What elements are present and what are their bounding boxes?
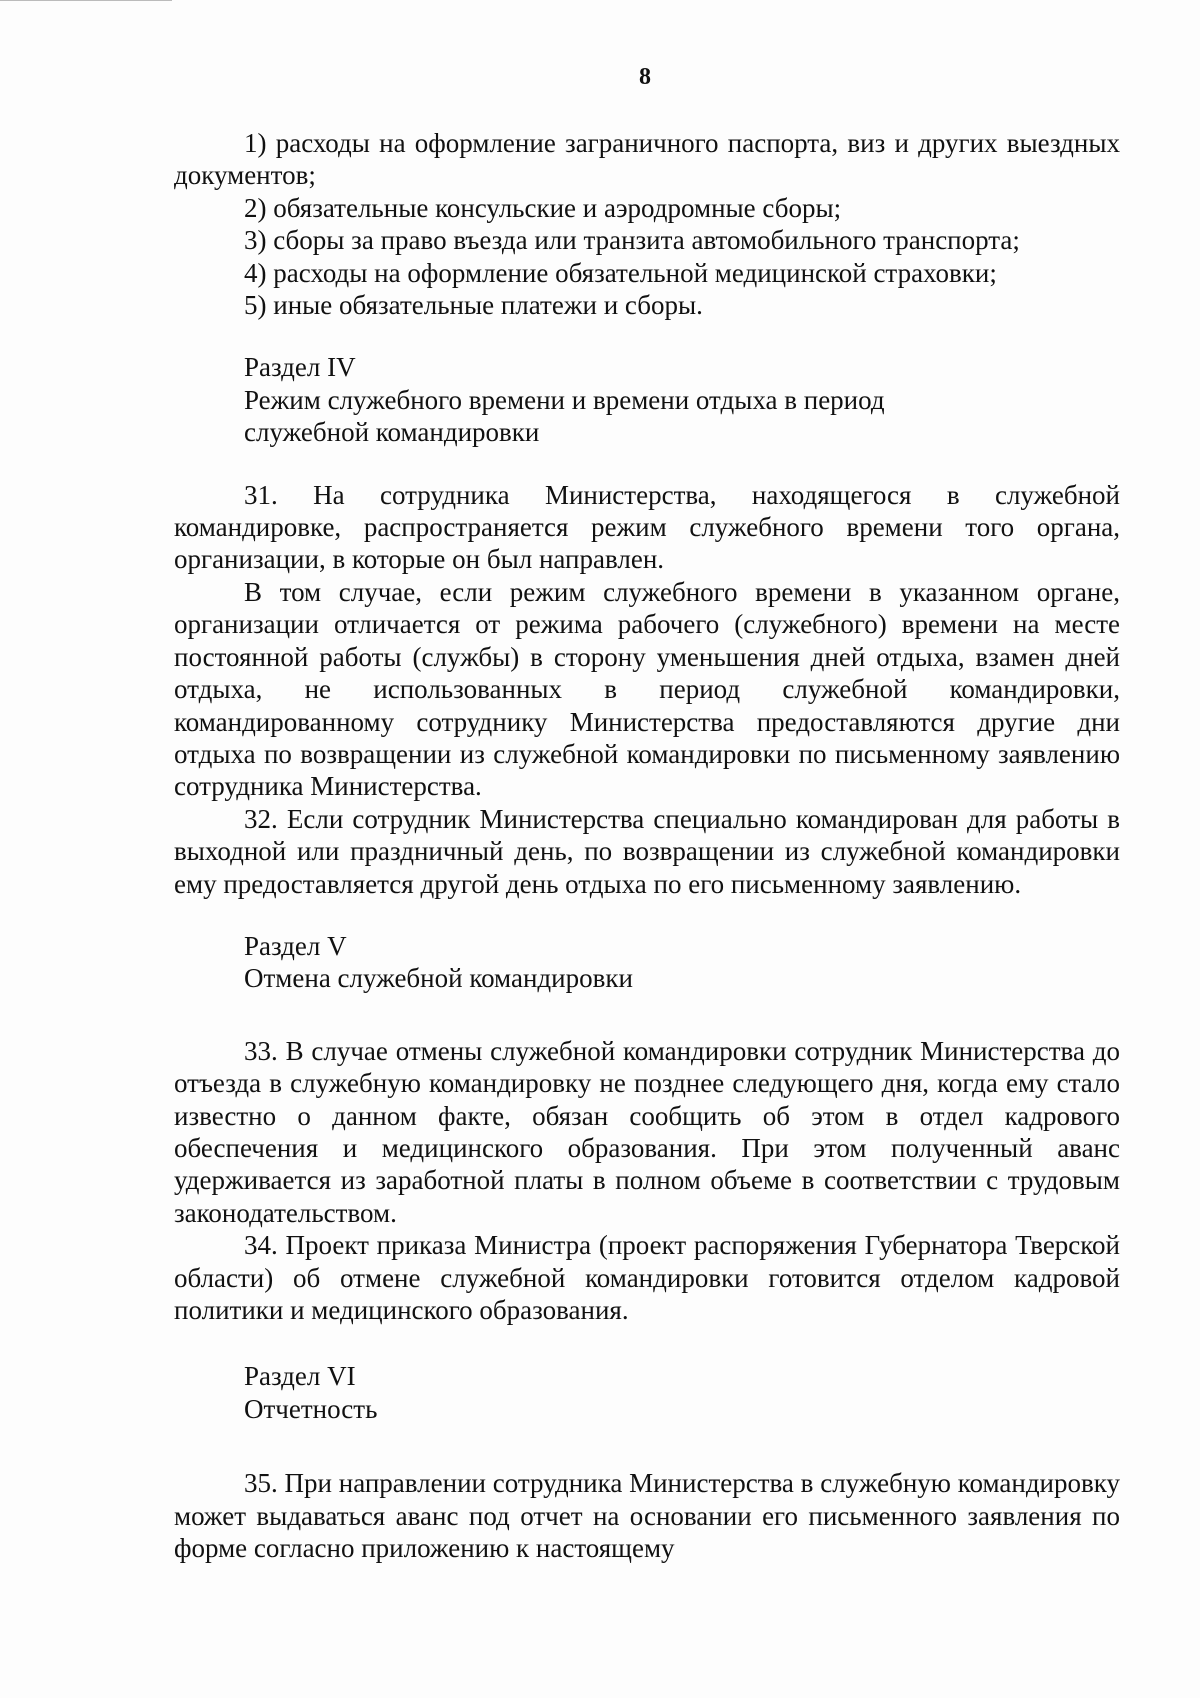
list-item: 5) иные обязательные платежи и сборы. <box>244 290 703 321</box>
list-item: 1) расходы на оформление заграничного паспорта, виз и других выездных документов; <box>174 128 1120 191</box>
section-label: Раздел IV <box>244 352 356 383</box>
paragraph-35: 35. При направлении сотрудника Министерства в служебную командировку может выдаваться аванс под отчет на основании его письменного заявления по форме согласно приложению к настоящему <box>174 1468 1120 1564</box>
section-label: Раздел V <box>244 930 347 961</box>
scan-edge-mark <box>0 0 172 1</box>
list-item: 3) сборы за право въезда или транзита автомобильного транспорта; <box>244 225 1020 256</box>
paragraph-31: 31. На сотрудника Министерства, находящегося в служебной командировке, распространяется режим служебного времени того органа, организации, в которые он был направлен. <box>174 479 1120 575</box>
paragraph-31-continued: В том случае, если режим служебного времени в указанном органе, организации отличается от режима рабочего (служебного) времени на месте постоянной работы (службы) в сторону уменьшения дней отдыха, взамен дней отдыха, не использованных в период служебной командировки, командированному сотруднику Министерства предоставляются другие дни отдыха по возвращении из служебной командировки по письменному заявлению сотрудника Министерства. <box>174 576 1120 802</box>
paragraph-32: 32. Если сотрудник Министерства специально командирован для работы в выходной или праздничный день, по возвращении из служебной командировки ему предоставляется другой день отдыха по его письменному заявлению. <box>174 803 1120 899</box>
section-title: Режим служебного времени и времени отдыха в период <box>244 384 885 415</box>
page-number: 8 <box>639 64 651 90</box>
section-title: Отчетность <box>244 1393 378 1424</box>
section-4-heading <box>174 351 1120 448</box>
document-body <box>174 127 1120 1564</box>
list-item: 4) расходы на оформление обязательной медицинской страховки; <box>244 257 997 288</box>
section-title: служебной командировки <box>244 417 540 448</box>
paragraph-34: 34. Проект приказа Министра (проект распоряжения Губернатора Тверской области) об отмене служебной командировки готовится отделом кадровой политики и медицинского образования. <box>174 1230 1120 1325</box>
list-item: 2) обязательные консульские и аэродромные сборы; <box>244 192 842 223</box>
section-5-heading <box>174 930 1120 995</box>
paragraph-33: 33. В случае отмены служебной командировки сотрудник Министерства до отъезда в служебную командировку не позднее следующего дня, когда ему стало известно о данном факте, обязан сообщить об этом в отдел кадрового обеспечения и медицинского образования. При этом полученный аванс удерживается из заработной платы в полном объеме в соответствии с трудовым законодательством. <box>174 1035 1120 1228</box>
section-title: Отмена служебной командировки <box>244 963 633 994</box>
section-6-heading <box>174 1360 1120 1425</box>
section-label: Раздел VI <box>244 1361 356 1392</box>
